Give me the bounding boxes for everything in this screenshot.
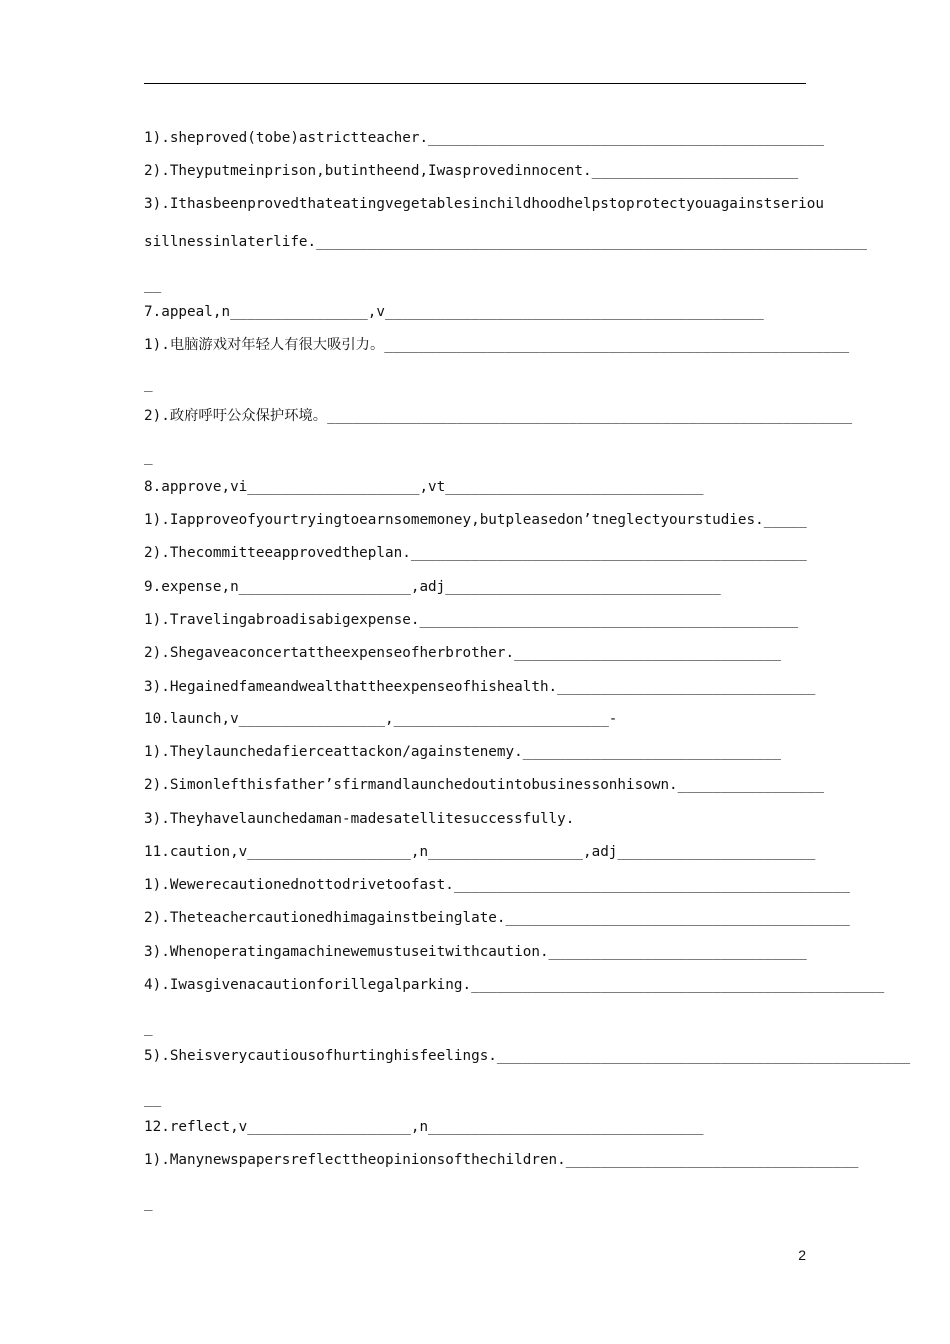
exercise-line: 9.expense,n____________________,adj________________________________ (144, 579, 721, 595)
exercise-line: 7.appeal,n________________,v____________________________________________ (144, 304, 764, 320)
exercise-line: 2).Theteachercautionedhimagainstbeinglate.________________________________________ (144, 910, 850, 926)
exercise-line: sillnessinlaterlife.________________________________________________________________ (144, 234, 868, 250)
exercise-line: 10.launch,v_________________,_________________________- (144, 711, 618, 727)
exercise-line: 2).Theyputmeinprison,butintheend,Iwasprovedinnocent.________________________ (144, 163, 799, 179)
exercise-line: 4).Iwasgivenacautionforillegalparking.________________________________________________ (144, 977, 885, 993)
exercise-line: 1).sheproved(tobe)astrictteacher.______________________________________________ (144, 130, 824, 146)
exercise-line: 5).Sheisverycautiousofhurtinghisfeelings.________________________________________________ (144, 1048, 911, 1064)
exercise-line: 1).Wewerecautionednottodrivetoofast.______________________________________________ (144, 877, 850, 893)
exercise-line: 8.approve,vi____________________,vt______________________________ (144, 479, 704, 495)
exercise-line: 1).Travelingabroadisabigexpense.____________________________________________ (144, 612, 799, 628)
exercise-line: 2).政府呼吁公众保护环境。_____________________________________________________________ (144, 408, 853, 424)
exercise-line: 3).Whenoperatingamachinewemustuseitwithcaution.______________________________ (144, 944, 807, 960)
exercise-line: __ (144, 277, 162, 293)
exercise-line: __ (144, 1091, 162, 1107)
exercise-line: 12.reflect,v___________________,n________________________________ (144, 1119, 704, 1135)
exercise-line: 2).Shegaveaconcertattheexpenseofherbrother._______________________________ (144, 645, 781, 661)
exercise-line: _ (144, 449, 153, 465)
exercise-line: 2).Simonlefthisfather’sfirmandlaunchedoutintobusinessonhisown._________________ (144, 777, 824, 793)
exercise-line: 1).Manynewspapersreflecttheopinionsofthechildren.__________________________________ (144, 1152, 859, 1168)
header-rule (144, 83, 806, 84)
exercise-line: 3).Theyhavelaunchedaman-madesatellitesuccessfully. (144, 811, 575, 827)
exercise-line: 3).Ithasbeenprovedthateatingvegetablesinchildhoodhelpstoprotectyouagainstseriou (144, 196, 824, 212)
page-number: 2 (798, 1247, 806, 1263)
exercise-line: _ (144, 1020, 153, 1036)
exercise-line: 1).电脑游戏对年轻人有很大吸引力。______________________________________________________ (144, 337, 850, 353)
exercise-line: _ (144, 376, 153, 392)
exercise-line: _ (144, 1195, 153, 1211)
exercise-line: 1).Theylaunchedafierceattackon/againstenemy.______________________________ (144, 744, 781, 760)
exercise-line: 11.caution,v___________________,n__________________,adj_______________________ (144, 844, 816, 860)
exercise-line: 1).Iapproveofyourtryingtoearnsomemoney,butpleasedon’tneglectyourstudies._____ (144, 512, 807, 528)
exercise-line: 3).Hegainedfameandwealthattheexpenseofhishealth.______________________________ (144, 679, 816, 695)
exercise-line: 2).Thecommitteeapprovedtheplan.______________________________________________ (144, 545, 807, 561)
